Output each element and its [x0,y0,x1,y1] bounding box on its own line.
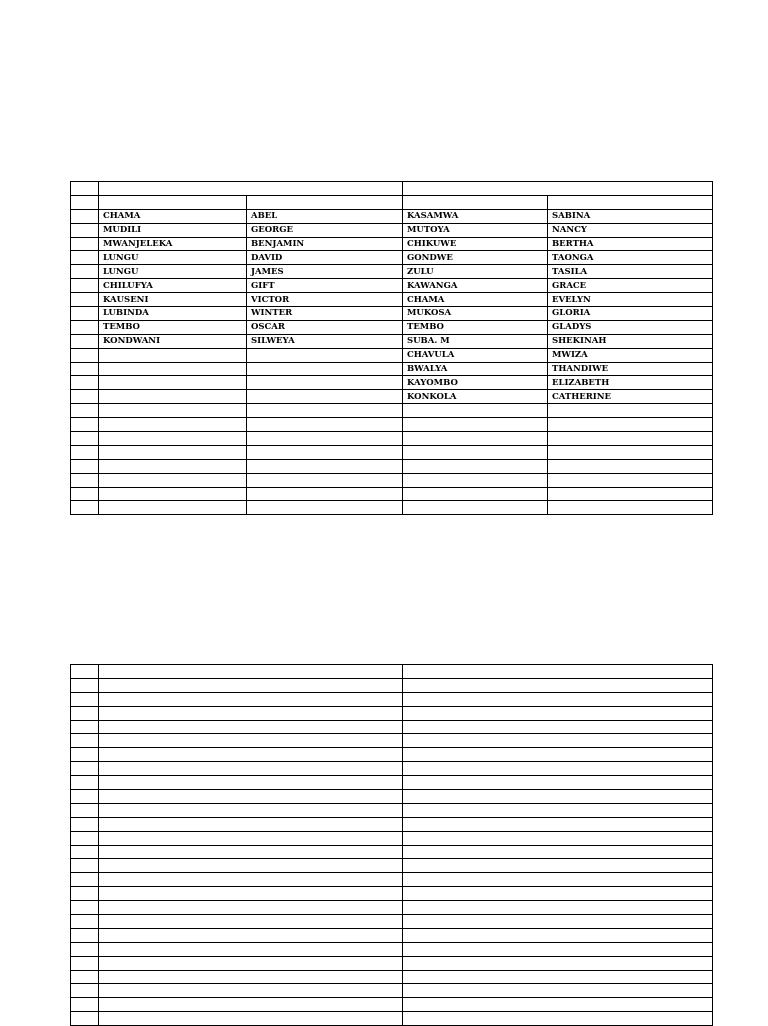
row-number-cell [71,473,99,487]
right-cell [403,706,713,720]
girl-surname-cell [403,459,548,473]
table-row [71,251,713,265]
table-row [71,665,713,679]
girl-surname-cell: KAYOMBO [403,376,548,390]
boy-surname-cell [99,376,247,390]
table-row [71,223,713,237]
table-row [71,887,713,901]
row-number-cell [71,320,99,334]
girl-name-cell: CATHERINE [548,390,713,404]
boy-name-cell: VICTOR [247,293,403,307]
boy-surname-cell: MWANJELEKA [99,237,247,251]
girl-name-cell: TAONGA [548,251,713,265]
left-cell [99,706,403,720]
row-number-cell [71,790,99,804]
table-row [71,432,713,446]
table-row [71,956,713,970]
row-number-cell [71,279,99,293]
row-number-cell [71,831,99,845]
table-row [71,734,713,748]
row-number-cell [71,334,99,348]
girl-surname-cell: KASAMWA [403,209,548,223]
right-cell [403,928,713,942]
girl-surname-cell [403,404,548,418]
row-number-cell [71,845,99,859]
subheader-number-cell [71,195,99,209]
boy-surname-cell [99,501,247,515]
row-number-cell [71,998,99,1012]
girl-name-cell: TASILA [548,265,713,279]
boy-surname-cell: CHILUFYA [99,279,247,293]
girl-surname-cell [403,473,548,487]
girl-name-cell [548,445,713,459]
left-cell [99,665,403,679]
right-cell [403,665,713,679]
table-row [71,706,713,720]
boy-name-cell [247,432,403,446]
table-row [71,817,713,831]
boy-name-cell: SILWEYA [247,334,403,348]
girl-surname-cell [403,445,548,459]
left-cell [99,790,403,804]
table-row [71,762,713,776]
girl-name-cell [548,404,713,418]
row-number-cell [71,734,99,748]
girl-name-cell: MWIZA [548,348,713,362]
row-number-cell [71,817,99,831]
right-cell [403,970,713,984]
girl-name-cell [548,459,713,473]
row-number-cell [71,942,99,956]
girl-name-cell [548,418,713,432]
girl-surname-cell: KAWANGA [403,279,548,293]
row-number-cell [71,459,99,473]
girl-surname-cell: BWALYA [403,362,548,376]
girl-surname-cell: TEMBO [403,320,548,334]
row-number-cell [71,432,99,446]
table-row [71,845,713,859]
table-row [71,459,713,473]
left-cell [99,970,403,984]
header-number-cell [71,182,99,196]
left-cell [99,803,403,817]
right-cell [403,831,713,845]
left-cell [99,776,403,790]
table-row [71,790,713,804]
row-number-cell [71,928,99,942]
row-number-cell [71,501,99,515]
boy-name-cell: JAMES [247,265,403,279]
table-row [71,720,713,734]
boy-surname-cell [99,390,247,404]
boy-surname-cell [99,362,247,376]
row-number-cell [71,223,99,237]
table-row [71,348,713,362]
roster-header-row [71,182,713,196]
girl-surname-cell: GONDWE [403,251,548,265]
left-cell [99,915,403,929]
table-row [71,376,713,390]
table-row [71,334,713,348]
girl-surname-cell: SUBA. M [403,334,548,348]
boy-surname-cell: TEMBO [99,320,247,334]
right-cell [403,803,713,817]
girl-surname-cell: KONKOLA [403,390,548,404]
left-cell [99,762,403,776]
table-row [71,265,713,279]
row-number-cell [71,970,99,984]
subheader-surname-cell [99,195,247,209]
girl-surname-cell [403,418,548,432]
girl-surname-cell: MUTOYA [403,223,548,237]
boy-surname-cell [99,348,247,362]
table-row [71,501,713,515]
table-row [71,998,713,1012]
row-number-cell [71,956,99,970]
girl-name-cell: GRACE [548,279,713,293]
boy-name-cell: WINTER [247,307,403,321]
boy-surname-cell [99,418,247,432]
roster-table [70,181,713,515]
boy-name-cell [247,390,403,404]
table-row [71,859,713,873]
table-row [71,915,713,929]
right-cell [403,762,713,776]
boy-surname-cell [99,459,247,473]
row-number-cell [71,265,99,279]
header-girls-cell [403,182,713,196]
roster-subheader-row [71,195,713,209]
boy-name-cell: GEORGE [247,223,403,237]
left-cell [99,817,403,831]
subheader-surname-cell [403,195,548,209]
girl-surname-cell [403,501,548,515]
table-row [71,237,713,251]
right-cell [403,692,713,706]
boy-surname-cell [99,473,247,487]
right-cell [403,887,713,901]
left-cell [99,998,403,1012]
row-number-cell [71,418,99,432]
boy-surname-cell [99,487,247,501]
girl-name-cell: THANDIWE [548,362,713,376]
girl-surname-cell: MUKOSA [403,307,548,321]
table-row [71,307,713,321]
table-row [71,692,713,706]
boy-surname-cell [99,445,247,459]
row-number-cell [71,984,99,998]
row-number-cell [71,237,99,251]
table-row [71,942,713,956]
table-row [71,831,713,845]
row-number-cell [71,762,99,776]
girl-name-cell: BERTHA [548,237,713,251]
left-cell [99,956,403,970]
row-number-cell [71,293,99,307]
row-number-cell [71,209,99,223]
left-cell [99,928,403,942]
girl-name-cell: ELIZABETH [548,376,713,390]
right-cell [403,915,713,929]
boy-name-cell [247,376,403,390]
row-number-cell [71,251,99,265]
table-row [71,928,713,942]
table-row [71,320,713,334]
right-cell [403,748,713,762]
right-cell [403,817,713,831]
table-row [71,748,713,762]
blank-table [70,664,713,1026]
row-number-cell [71,748,99,762]
girl-name-cell [548,487,713,501]
right-cell [403,845,713,859]
row-number-cell [71,692,99,706]
row-number-cell [71,307,99,321]
left-cell [99,831,403,845]
row-number-cell [71,390,99,404]
boy-surname-cell: KONDWANI [99,334,247,348]
girl-surname-cell: ZULU [403,265,548,279]
boy-name-cell: OSCAR [247,320,403,334]
boy-surname-cell: LUBINDA [99,307,247,321]
table-row [71,362,713,376]
table-row [71,803,713,817]
row-number-cell [71,487,99,501]
table-row [71,776,713,790]
table-row [71,209,713,223]
left-cell [99,901,403,915]
boy-surname-cell [99,432,247,446]
row-number-cell [71,376,99,390]
table-row [71,445,713,459]
right-cell [403,859,713,873]
boy-surname-cell [99,404,247,418]
right-cell [403,734,713,748]
table-row [71,678,713,692]
right-cell [403,790,713,804]
girl-name-cell [548,432,713,446]
left-cell [99,720,403,734]
left-cell [99,859,403,873]
row-number-cell [71,859,99,873]
girl-name-cell: SHEKINAH [548,334,713,348]
girl-name-cell: GLADYS [548,320,713,334]
left-cell [99,887,403,901]
boy-name-cell [247,348,403,362]
right-cell [403,984,713,998]
boy-name-cell [247,473,403,487]
row-number-cell [71,873,99,887]
boy-surname-cell: LUNGU [99,251,247,265]
girl-name-cell: NANCY [548,223,713,237]
boy-name-cell [247,418,403,432]
row-number-cell [71,665,99,679]
right-cell [403,901,713,915]
boy-name-cell: ABEL [247,209,403,223]
girl-name-cell: GLORIA [548,307,713,321]
row-number-cell [71,362,99,376]
left-cell [99,984,403,998]
row-number-cell [71,915,99,929]
boy-name-cell [247,445,403,459]
boy-surname-cell: MUDILI [99,223,247,237]
boy-surname-cell: CHAMA [99,209,247,223]
subheader-name-cell [247,195,403,209]
left-cell [99,748,403,762]
girl-name-cell [548,501,713,515]
table-row [71,390,713,404]
girl-surname-cell: CHAMA [403,293,548,307]
table-row [71,901,713,915]
boy-name-cell [247,459,403,473]
left-cell [99,692,403,706]
row-number-cell [71,776,99,790]
boy-surname-cell: KAUSENI [99,293,247,307]
boy-name-cell: GIFT [247,279,403,293]
row-number-cell [71,706,99,720]
row-number-cell [71,678,99,692]
right-cell [403,776,713,790]
subheader-name-cell [548,195,713,209]
table-row [71,293,713,307]
header-boys-cell [99,182,403,196]
table-row [71,487,713,501]
right-cell [403,873,713,887]
girl-surname-cell: CHAVULA [403,348,548,362]
girl-name-cell: SABINA [548,209,713,223]
left-cell [99,678,403,692]
left-cell [99,942,403,956]
boy-name-cell: DAVID [247,251,403,265]
row-number-cell [71,720,99,734]
right-cell [403,956,713,970]
row-number-cell [71,901,99,915]
table-row [71,970,713,984]
table-row [71,873,713,887]
boy-name-cell [247,362,403,376]
girl-surname-cell: CHIKUWE [403,237,548,251]
row-number-cell [71,887,99,901]
row-number-cell [71,803,99,817]
table-row [71,984,713,998]
boy-name-cell: BENJAMIN [247,237,403,251]
table-row [71,279,713,293]
boy-surname-cell: LUNGU [99,265,247,279]
table-row [71,418,713,432]
right-cell [403,998,713,1012]
boy-name-cell [247,487,403,501]
row-number-cell [71,404,99,418]
boy-name-cell [247,404,403,418]
boy-name-cell [247,501,403,515]
row-number-cell [71,445,99,459]
right-cell [403,942,713,956]
girl-surname-cell [403,487,548,501]
girl-name-cell: EVELYN [548,293,713,307]
left-cell [99,734,403,748]
girl-surname-cell [403,432,548,446]
table-row [71,404,713,418]
table-row [71,473,713,487]
left-cell [99,845,403,859]
left-cell [99,873,403,887]
row-number-cell [71,348,99,362]
girl-name-cell [548,473,713,487]
right-cell [403,678,713,692]
right-cell [403,720,713,734]
